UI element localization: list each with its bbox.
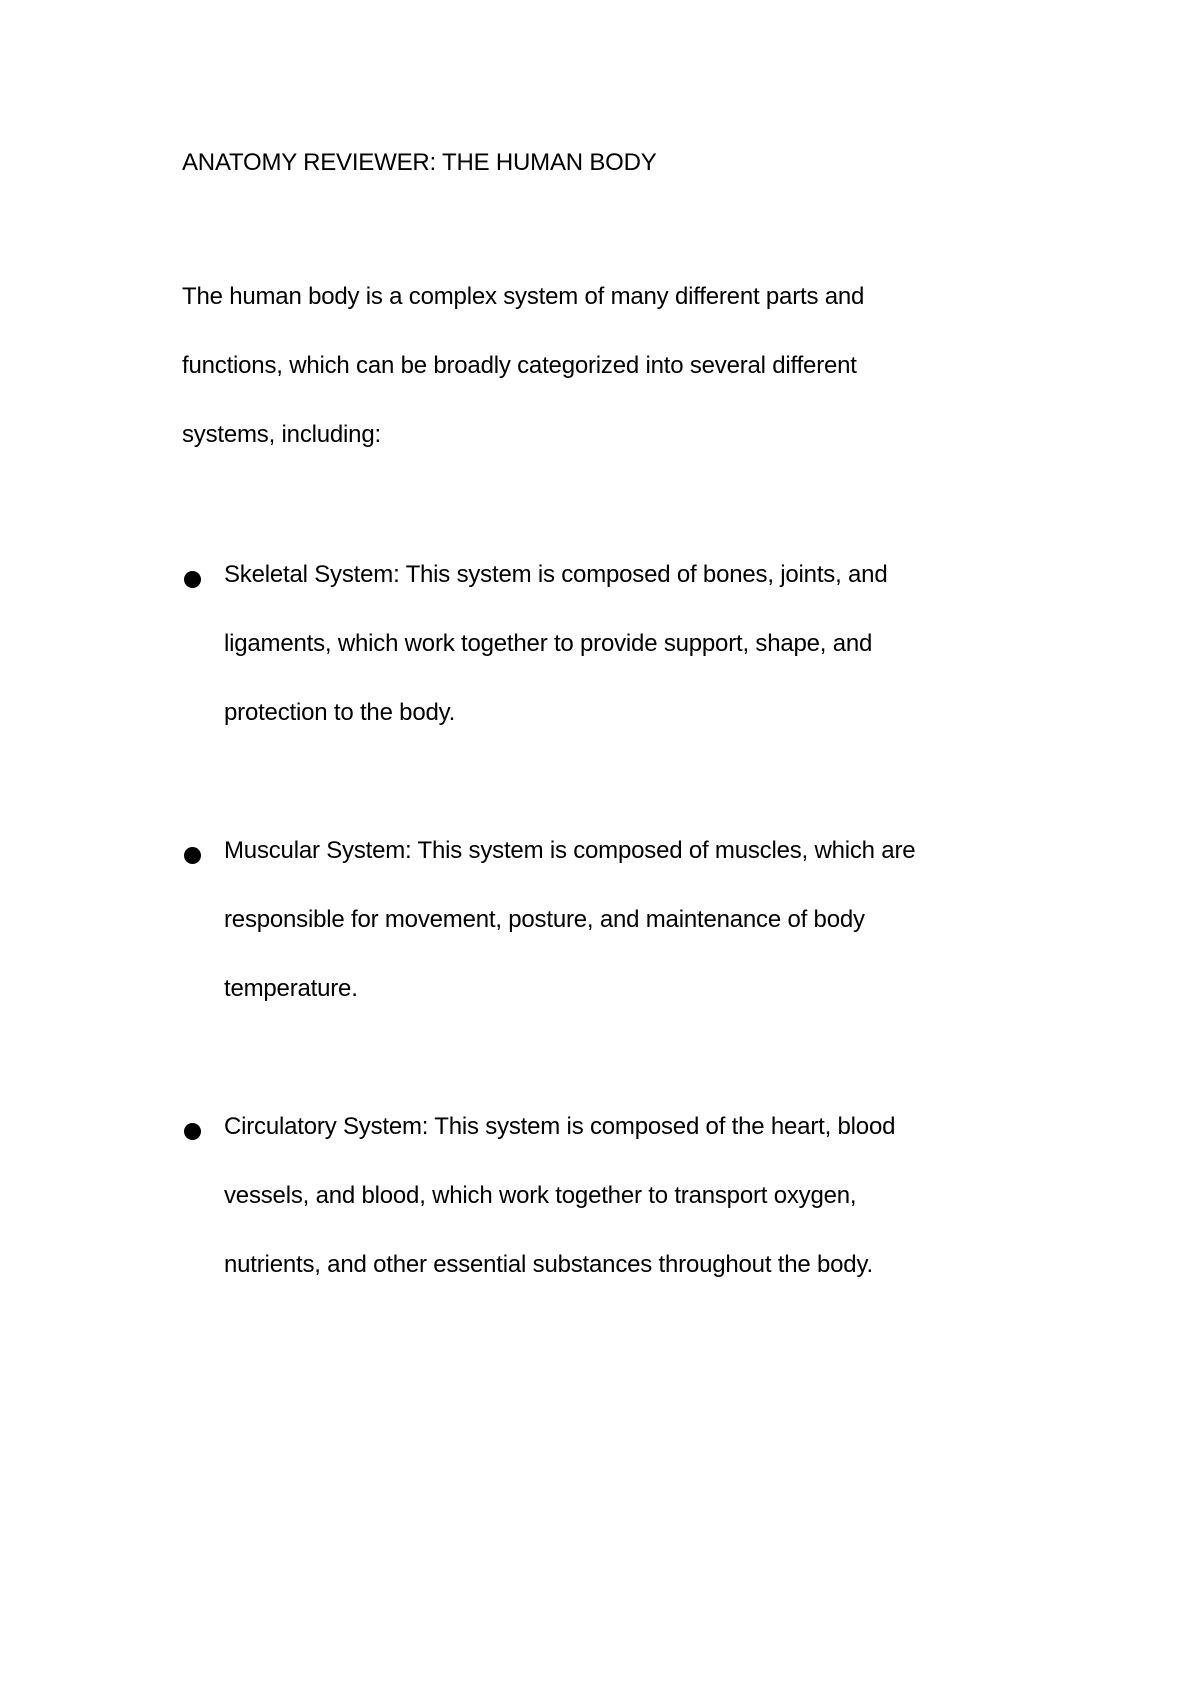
bullet-text-line: ligaments, which work together to provide support, shape, and <box>224 630 873 657</box>
systems-bullet-list <box>182 560 1002 1388</box>
intro-paragraph <box>182 282 962 489</box>
list-item-muscular-system <box>182 836 1002 1112</box>
bullet-text-line: Skeletal System: This system is composed of bones, joints, and <box>224 561 888 588</box>
list-item-circulatory-system <box>182 1112 1002 1388</box>
bullet-text-line: responsible for movement, posture, and maintenance of body <box>224 906 865 933</box>
list-item-skeletal-system <box>182 560 1002 836</box>
document-title: ANATOMY REVIEWER: THE HUMAN BODY <box>182 149 657 176</box>
bullet-icon <box>184 847 201 864</box>
bullet-text-line: vessels, and blood, which work together to transport oxygen, <box>224 1182 857 1209</box>
bullet-text-line: Circulatory System: This system is composed of the heart, blood <box>224 1113 896 1140</box>
bullet-icon <box>184 571 201 588</box>
intro-line: systems, including: <box>182 421 381 448</box>
bullet-text-line: Muscular System: This system is composed of muscles, which are <box>224 837 916 864</box>
intro-line: functions, which can be broadly categorized into several different <box>182 352 857 379</box>
bullet-text-line: nutrients, and other essential substances throughout the body. <box>224 1251 873 1278</box>
bullet-icon <box>184 1123 201 1140</box>
bullet-text-line: protection to the body. <box>224 699 456 726</box>
bullet-text-line: temperature. <box>224 975 358 1002</box>
intro-line: The human body is a complex system of many different parts and <box>182 283 865 310</box>
